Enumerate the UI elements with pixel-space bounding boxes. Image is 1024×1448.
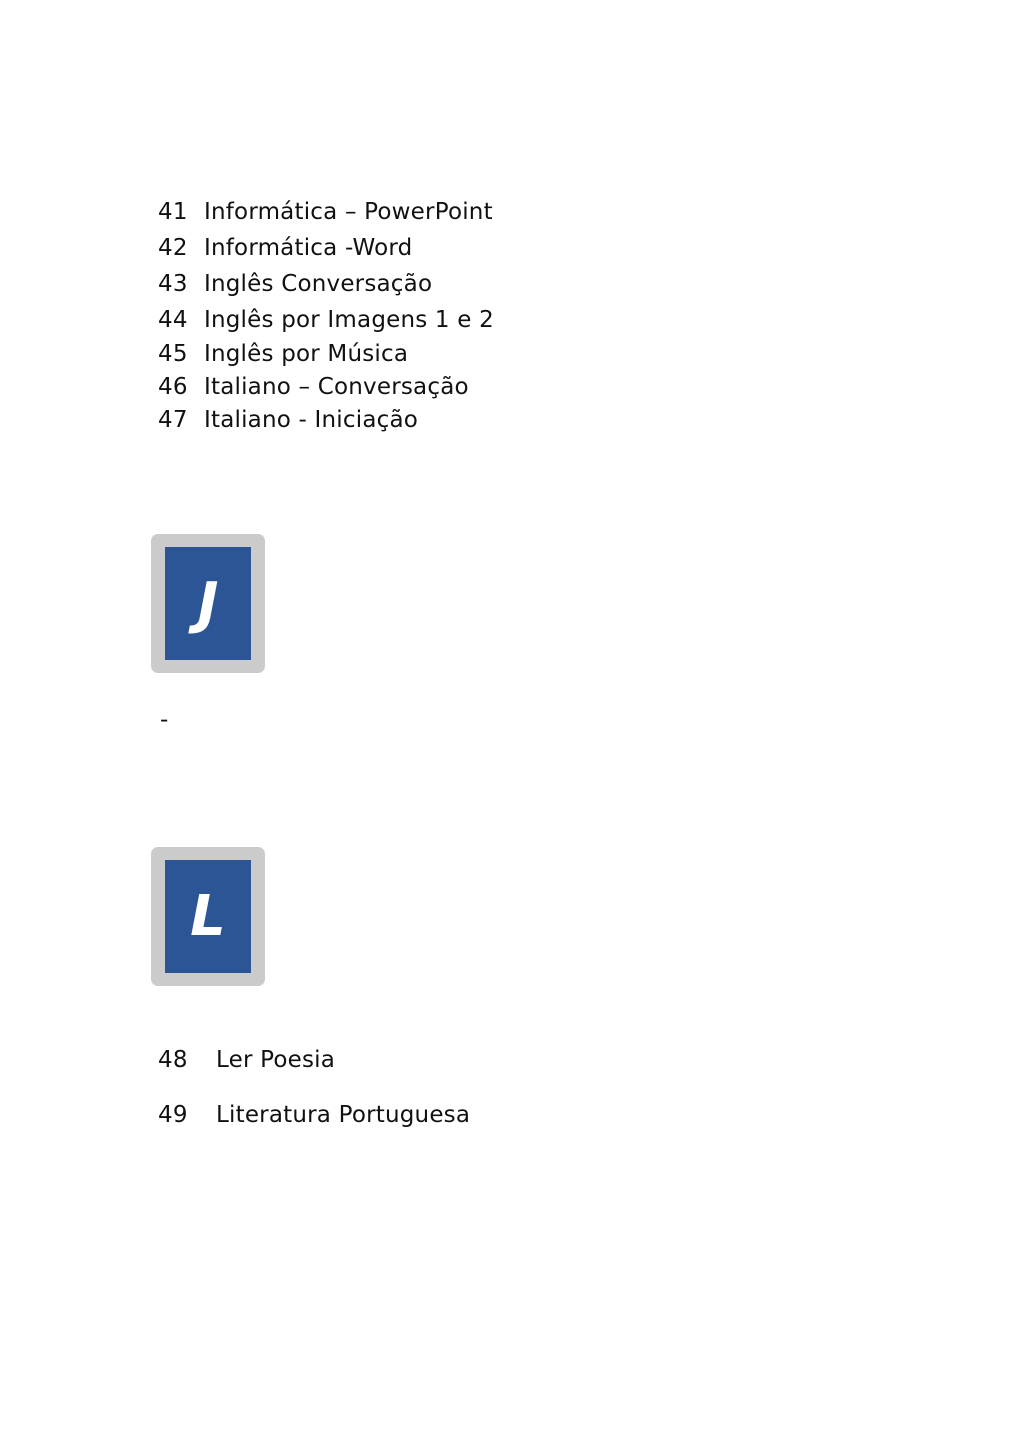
course-title: Italiano - Iniciação — [204, 407, 419, 433]
course-title: Inglês Conversação — [204, 271, 433, 297]
course-number: 46 — [158, 374, 188, 400]
course-entry — [158, 270, 432, 298]
course-title: Italiano – Conversação — [204, 374, 469, 400]
course-entry — [158, 406, 418, 434]
course-title: Ler Poesia — [216, 1047, 336, 1073]
letter-glyph: L — [190, 883, 226, 949]
course-entry — [158, 340, 408, 368]
letter-tile-fill — [165, 547, 251, 660]
course-title: Informática -Word — [204, 235, 413, 261]
course-number: 41 — [158, 199, 188, 225]
letter-tile-j — [151, 534, 265, 673]
course-title: Informática – PowerPoint — [204, 199, 493, 225]
course-number: 47 — [158, 407, 188, 433]
course-entry — [158, 198, 493, 226]
course-title: Inglês por Imagens 1 e 2 — [204, 307, 494, 333]
course-title: Inglês por Música — [204, 341, 409, 367]
course-entry — [158, 234, 412, 262]
course-number: 44 — [158, 307, 188, 333]
course-entry — [158, 306, 494, 334]
course-entry — [158, 373, 469, 401]
course-title: Literatura Portuguesa — [216, 1102, 471, 1128]
course-entry — [158, 1101, 470, 1129]
letter-tile-fill — [165, 860, 251, 973]
course-number: 42 — [158, 235, 188, 261]
course-number: 48 — [158, 1047, 188, 1073]
course-number: 43 — [158, 271, 188, 297]
course-entry — [158, 1046, 335, 1074]
empty-section-marker: - — [160, 707, 169, 733]
letter-tile-l — [151, 847, 265, 986]
letter-glyph: J — [197, 570, 219, 636]
course-number: 49 — [158, 1102, 188, 1128]
course-number: 45 — [158, 341, 188, 367]
